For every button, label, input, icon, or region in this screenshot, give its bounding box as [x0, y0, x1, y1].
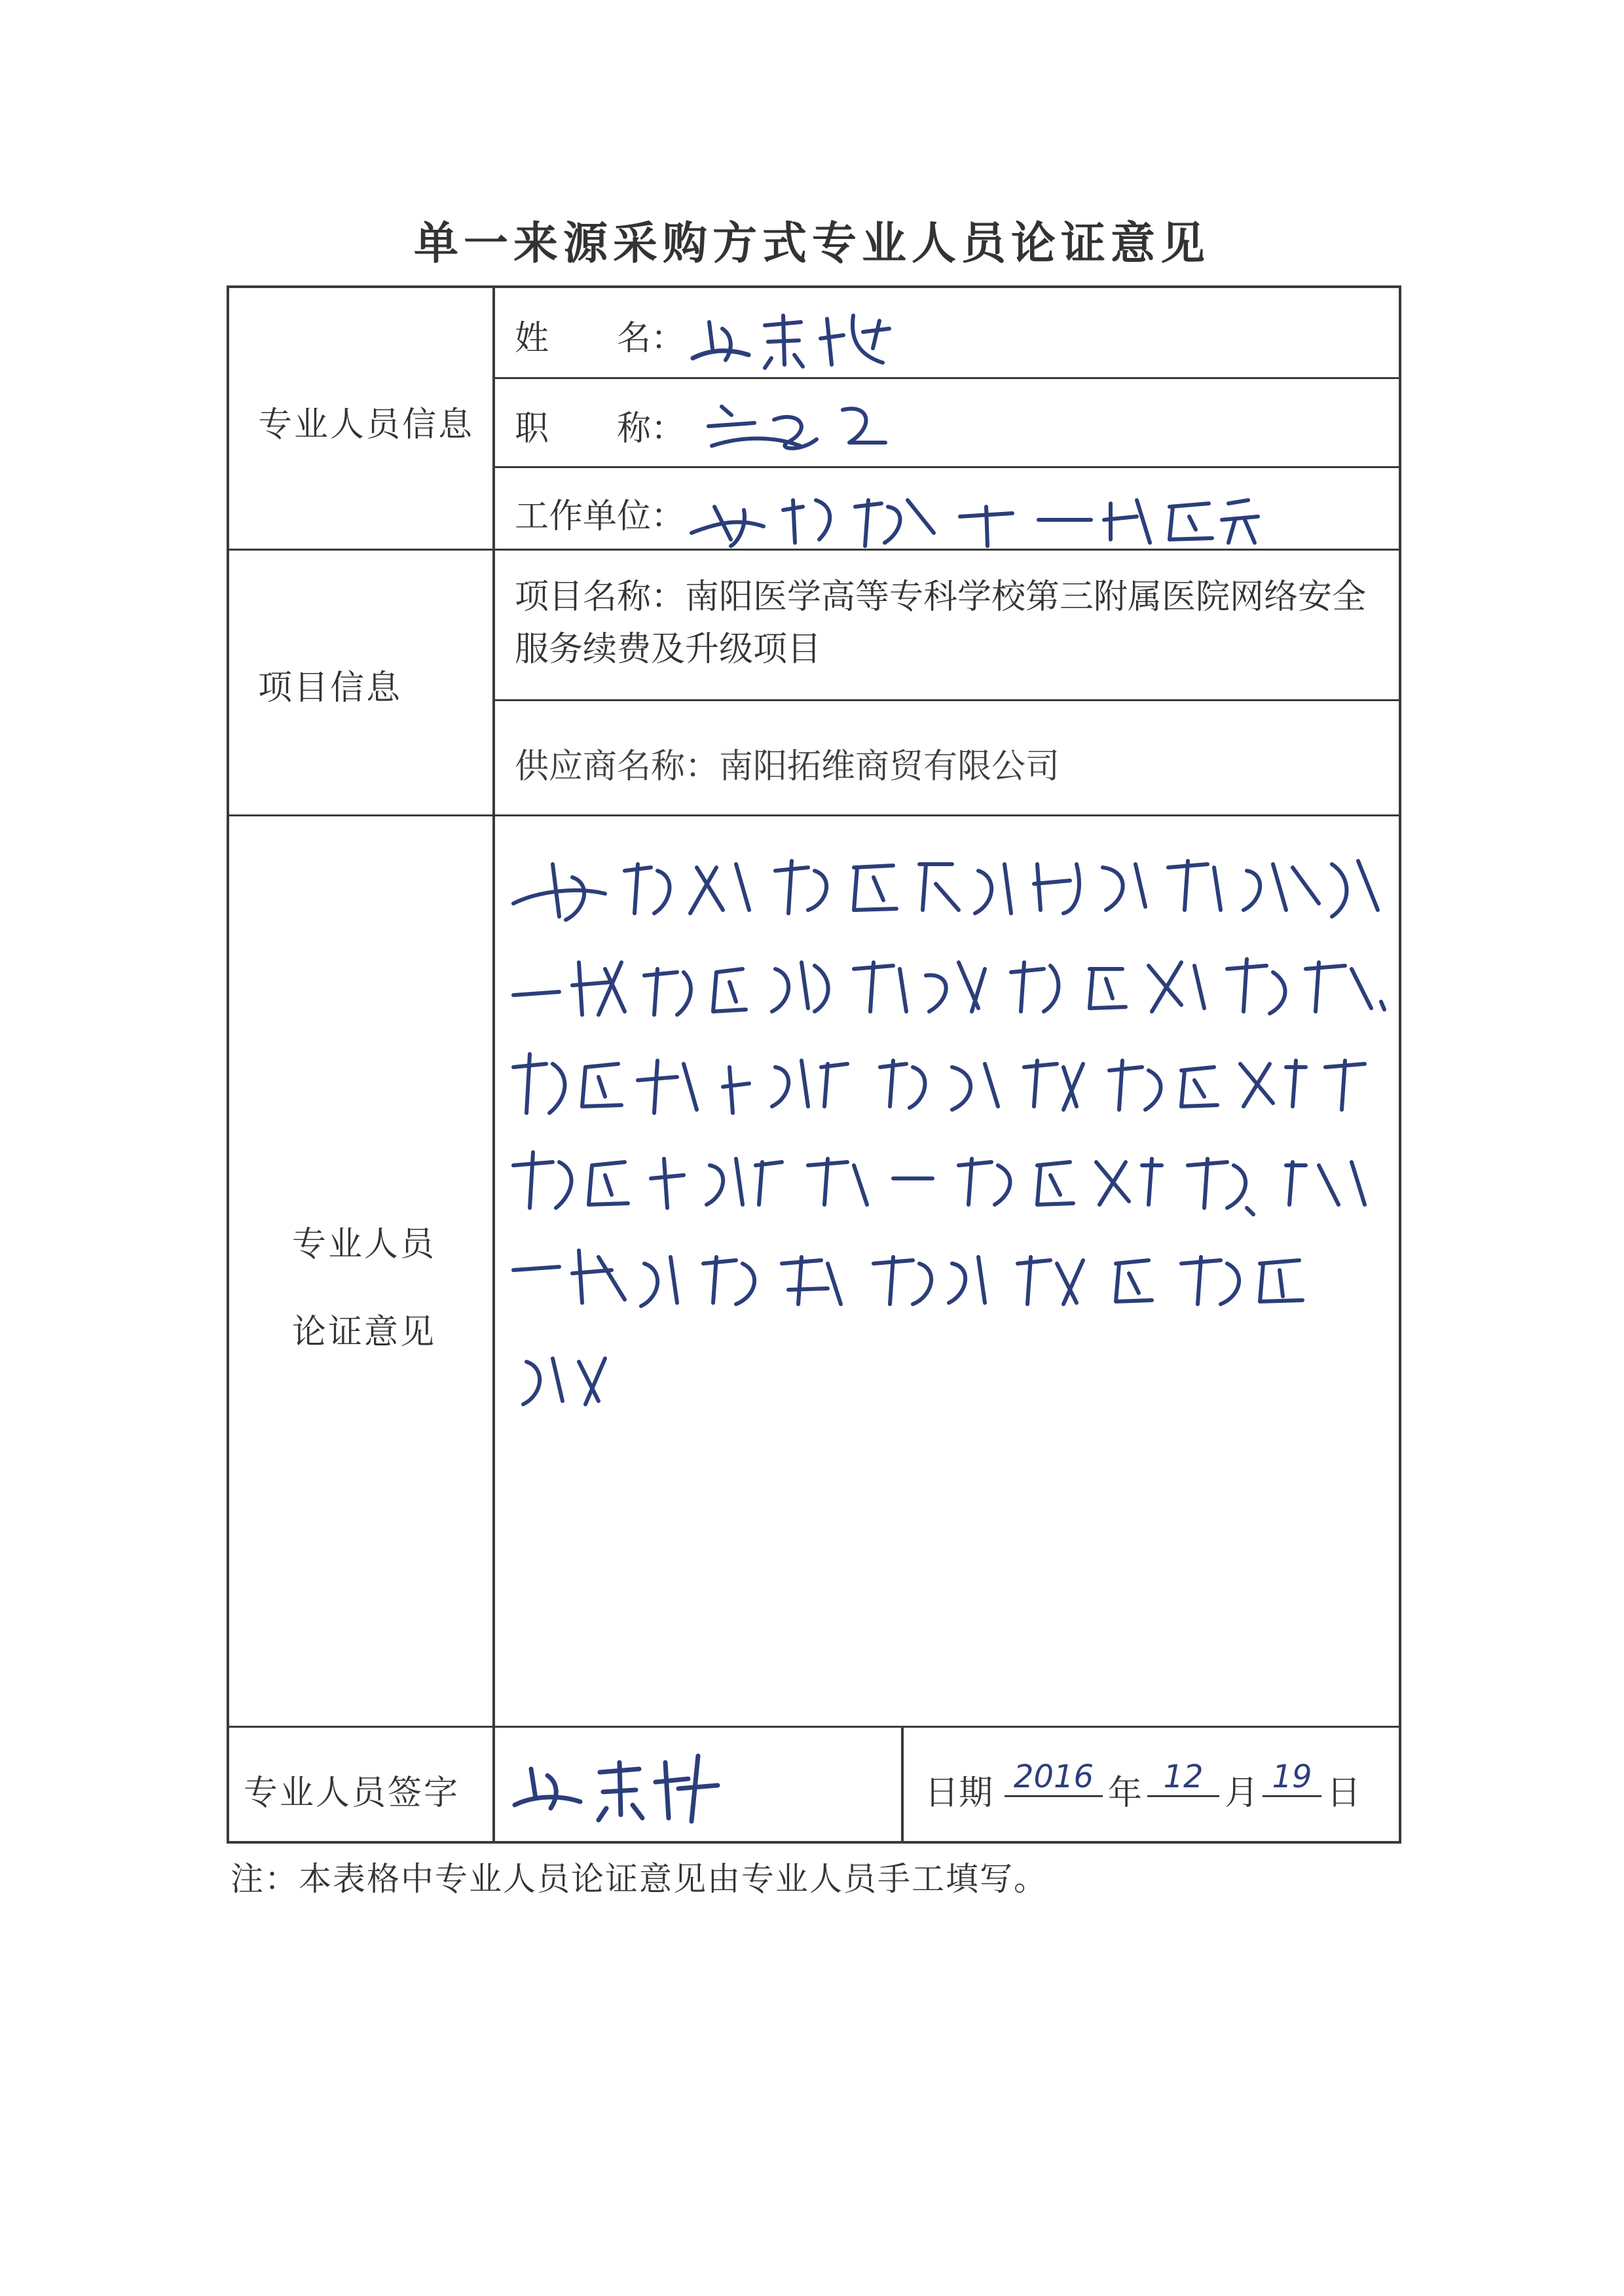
day-label: 日 — [1327, 1774, 1361, 1813]
name-field-label: 姓 名： — [515, 319, 686, 358]
supplier-name: 供应商名称：南阳拓维商贸有限公司 — [515, 747, 1060, 786]
year-label: 年 — [1108, 1774, 1143, 1813]
signature-label: 专业人员签字 — [244, 1774, 460, 1813]
day-value: 19 — [1263, 1758, 1321, 1797]
opinion-handwriting — [500, 838, 1404, 1467]
date-label: 日期 — [925, 1774, 993, 1813]
opinion-label: 专业人员论证意见 — [291, 1225, 436, 1352]
form-note: 注：本表格中专业人员论证意见由专业人员手工填写。 — [231, 1860, 1048, 1898]
project-info-label: 项目信息 — [258, 668, 403, 708]
unit-handwriting — [685, 481, 1261, 553]
title-handwriting — [702, 390, 898, 456]
name-handwriting — [686, 302, 902, 374]
person-info-label: 专业人员信息 — [258, 405, 475, 445]
form-title: 单一来源采购方式专业人员论证意见 — [413, 217, 1210, 270]
project-name: 项目名称：南阳医学高等专科学校第三附属医院网络安全服务续费及升级项目 — [515, 577, 1367, 669]
month-value: 12 — [1147, 1758, 1219, 1797]
title-field-label: 职 称： — [515, 409, 686, 448]
unit-field-label: 工作单位： — [515, 497, 686, 536]
signature-handwriting — [508, 1743, 731, 1828]
month-label: 月 — [1225, 1774, 1259, 1813]
year-value: 2016 — [1005, 1758, 1103, 1797]
